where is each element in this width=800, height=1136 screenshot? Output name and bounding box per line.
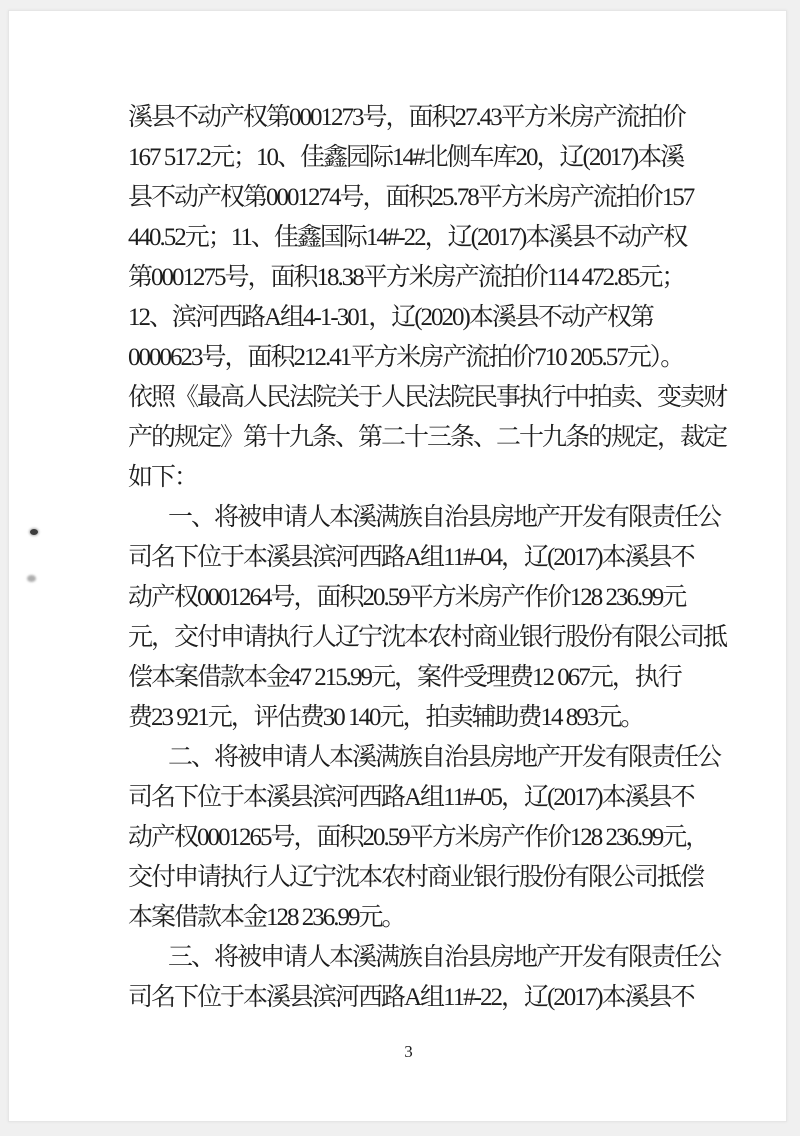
text-line: 交付申请执行人辽宁沈本农村商业银行股份有限公司抵偿 [128,864,704,891]
document-body-text [128,98,727,1064]
text-line: 元，交付申请执行人辽宁沈本农村商业银行股份有限公司抵 [128,624,727,651]
text-line: 动产权0001265号，面积20.59平方米房产作价128 236.99元， [128,824,709,851]
text-line: 12、滨河西路A组4-1-301，辽(2020)本溪县不动产权第 [128,304,653,331]
text-line: 动产权0001264号，面积20.59平方米房产作价128 236.99元 [128,584,686,611]
page-number: 3 [404,1042,413,1061]
scan-speck [27,575,36,582]
text-line: 县不动产权第0001274号，面积25.78平方米房产流拍价157 [128,184,694,211]
text-line: 司名下位于本溪县滨河西路A组11#-05，辽(2017)本溪县不 [128,784,694,811]
text-line: 司名下位于本溪县滨河西路A组11#-04，辽(2017)本溪县不 [128,544,694,571]
text-line: 产的规定》第十九条、第二十三条、二十九条的规定，裁定 [128,424,727,451]
text-line: 167 517.2元；10、佳鑫园际14#北侧车库20，辽(2017)本溪 [128,144,684,171]
text-line-paragraph-start: 一、将被申请人本溪满族自治县房地产开发有限责任公 [168,504,721,531]
text-line: 如下： [128,464,198,491]
document-page [8,10,787,1122]
text-line: 偿本案借款本金47 215.99元，案件受理费12 067元，执行 [128,664,681,691]
text-line: 0000623号，面积212.41平方米房产流拍价710 205.57元）。 [128,344,684,371]
text-line: 第0001275号，面积18.38平方米房产流拍价114 472.85元； [128,264,685,291]
text-line: 费23 921元，评估费30 140元，拍卖辅助费14 893元。 [128,704,644,731]
text-line: 依照《最高人民法院关于人民法院民事执行中拍卖、变卖财 [128,384,727,411]
scan-speck [30,529,38,535]
text-line-paragraph-start: 二、将被申请人本溪满族自治县房地产开发有限责任公 [168,744,721,771]
text-line: 溪县不动产权第0001273号，面积27.43平方米房产流拍价 [128,104,685,131]
text-line-paragraph-start: 三、将被申请人本溪满族自治县房地产开发有限责任公 [168,944,721,971]
text-line: 本案借款本金128 236.99元。 [128,904,405,931]
text-line: 440.52元；11、佳鑫国际14#-22，辽(2017)本溪县不动产权 [128,224,687,251]
text-line: 司名下位于本溪县滨河西路A组11#-22，辽(2017)本溪县不 [128,984,694,1011]
